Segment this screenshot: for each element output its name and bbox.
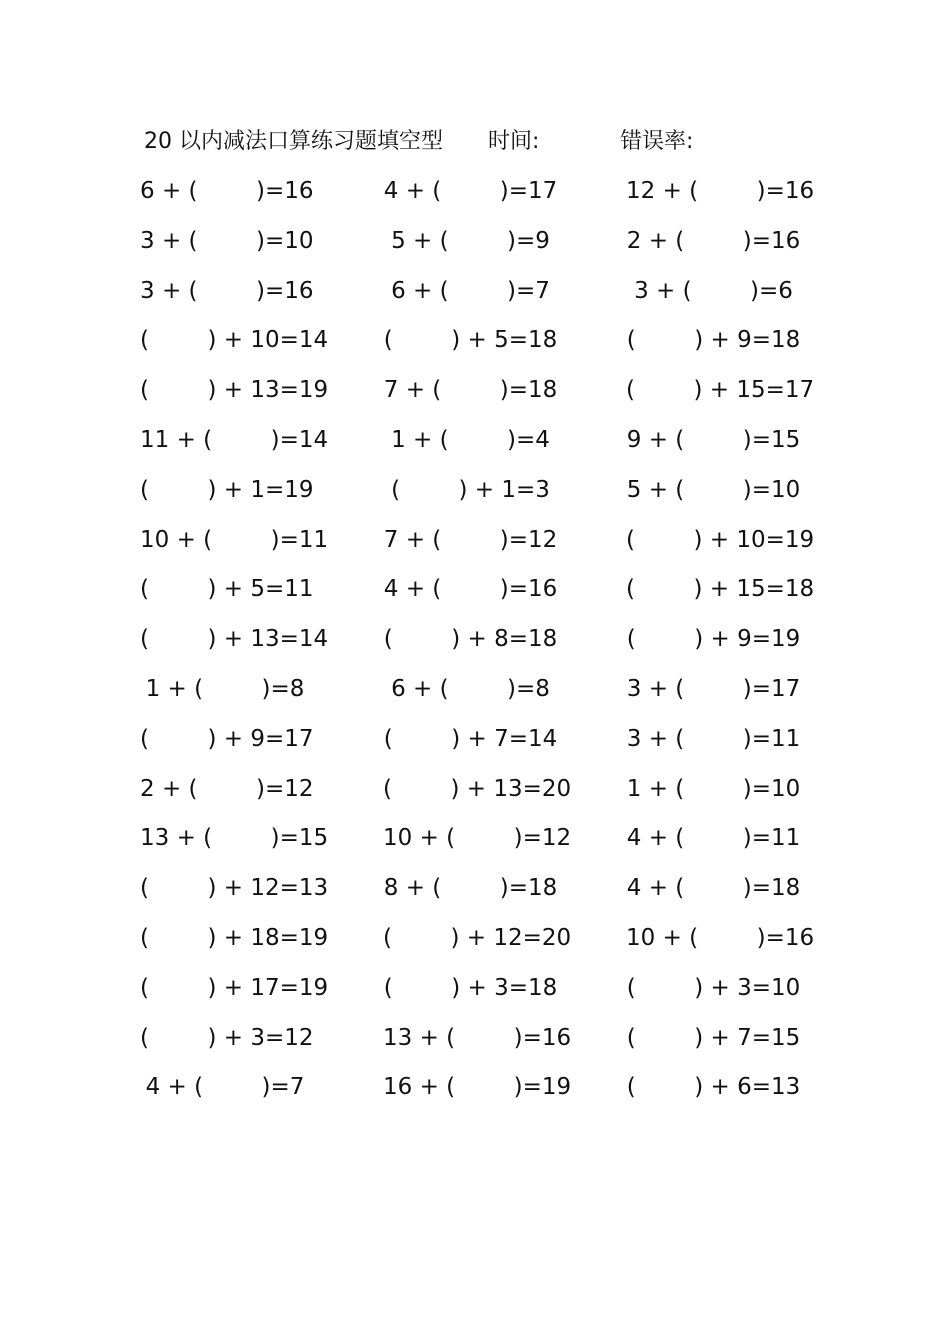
problem-equation: 11 + ( )=14 [140,426,329,453]
problem-row [626,1013,801,1063]
worksheet-title: 20 以内减法口算练习题填空型 [144,129,443,154]
problem-row [626,764,801,814]
problem-equation: 4 + ( )=7 [145,1074,305,1101]
problem-row [626,216,801,266]
problem-equation: ( ) + 17=19 [140,974,329,1001]
problem-row [140,465,314,515]
problem-row [383,216,558,266]
problem-row [383,913,572,963]
problem-equation: ( ) + 10=19 [626,526,815,553]
problem-equation: 4 + ( )=18 [626,875,801,902]
problem-row [140,166,314,216]
problem-row [383,365,558,415]
problem-equation: ( ) + 3=10 [626,974,801,1001]
problem-row [626,963,801,1013]
problem-row [626,863,801,913]
problem-equation: ( ) + 15=18 [626,576,815,603]
problem-row [383,415,558,465]
problem-row [383,465,558,515]
problem-equation: ( ) + 13=19 [140,377,329,404]
problem-row [626,813,801,863]
problem-equation: 10 + ( )=12 [383,825,572,852]
problem-equation: 3 + ( )=16 [140,277,314,304]
problem-equation: ( ) + 1=3 [391,476,550,503]
problem-equation: ( ) + 12=20 [383,924,572,951]
problem-equation: 6 + ( )=7 [391,277,550,304]
problem-row [626,614,801,664]
problem-equation: ( ) + 8=18 [383,626,558,653]
problem-row [140,1013,314,1063]
problem-equation: 9 + ( )=15 [626,426,801,453]
problem-equation: 2 + ( )=16 [626,227,801,254]
problem-equation: ( ) + 9=18 [626,327,801,354]
problem-row [140,813,329,863]
problem-equation: ( ) + 3=18 [383,974,558,1001]
problem-row [140,664,310,714]
problem-equation: ( ) + 13=20 [383,775,572,802]
problem-row [626,1062,801,1112]
problem-row [626,564,815,614]
problem-column-1 [140,166,329,1112]
problem-equation: 1 + ( )=4 [391,426,550,453]
problem-row [383,166,558,216]
problem-row [140,963,329,1013]
problem-equation: ( ) + 5=11 [140,576,314,603]
problem-row [140,913,329,963]
problem-row [626,465,801,515]
problem-row [383,764,572,814]
problem-column-2 [383,166,572,1112]
problem-row [383,963,558,1013]
problem-row [140,564,314,614]
problem-equation: 4 + ( )=16 [383,576,558,603]
problem-equation: 3 + ( )=10 [140,227,314,254]
problem-equation: 7 + ( )=12 [383,526,558,553]
problem-equation: 13 + ( )=15 [140,825,329,852]
problem-equation: 6 + ( )=8 [391,675,550,702]
problem-row [140,1062,310,1112]
problem-row [626,266,801,316]
problem-row [140,415,329,465]
problem-row [626,913,815,963]
problem-row [383,315,558,365]
problem-equation: ( ) + 7=15 [626,1024,801,1051]
problem-row [140,764,314,814]
problem-equation: ( ) + 12=13 [140,875,329,902]
problem-equation: ( ) + 15=17 [626,377,815,404]
problem-equation: 8 + ( )=18 [383,875,558,902]
problem-row [383,515,558,565]
problem-row [140,266,314,316]
problem-equation: ( ) + 1=19 [140,476,314,503]
problem-column-3 [626,166,815,1112]
problem-equation: 3 + ( )=11 [626,725,801,752]
problem-equation: 5 + ( )=10 [626,476,801,503]
problem-row [140,614,329,664]
problem-row [626,166,815,216]
problem-equation: 3 + ( )=6 [634,277,793,304]
problem-equation: 5 + ( )=9 [391,227,550,254]
problem-row [383,266,558,316]
error-rate-label: 错误率: [620,129,694,154]
problem-row [383,863,558,913]
problem-row [383,813,572,863]
problem-row [626,664,801,714]
problem-equation: ( ) + 5=18 [383,327,558,354]
problem-row [383,1013,572,1063]
problem-equation: 13 + ( )=16 [383,1024,572,1051]
problem-row [626,365,815,415]
time-label: 时间: [488,129,540,154]
problem-equation: ( ) + 10=14 [140,327,329,354]
problem-row [140,515,329,565]
problem-equation: 1 + ( )=8 [145,675,305,702]
problem-row [383,1062,572,1112]
problem-equation: 10 + ( )=16 [626,924,815,951]
problem-equation: 4 + ( )=17 [383,178,558,204]
problem-equation: 2 + ( )=12 [140,775,314,802]
problem-equation: 7 + ( )=18 [383,377,558,404]
problem-row [383,714,558,764]
problem-row [626,714,801,764]
problem-row [383,564,558,614]
problem-equation: ( ) + 7=14 [383,725,558,752]
problem-row [626,415,801,465]
problem-equation: 16 + ( )=19 [383,1074,572,1101]
problem-row [383,664,558,714]
problem-equation: 6 + ( )=16 [140,178,314,204]
problem-equation: ( ) + 9=17 [140,725,314,752]
problem-equation: 4 + ( )=11 [626,825,801,852]
problem-row [383,614,558,664]
problem-equation: ( ) + 18=19 [140,924,329,951]
problem-row [140,863,329,913]
problem-equation: 12 + ( )=16 [626,178,815,204]
problem-row [626,515,815,565]
problem-equation: ( ) + 13=14 [140,626,329,653]
problem-row [140,714,314,764]
problem-row [140,365,329,415]
worksheet-header [144,124,844,160]
problem-equation: 10 + ( )=11 [140,526,329,553]
problem-equation: ( ) + 3=12 [140,1024,314,1051]
problem-equation: 1 + ( )=10 [626,775,801,802]
problem-row [626,315,801,365]
problem-row [140,315,329,365]
problem-equation: 3 + ( )=17 [626,675,801,702]
problem-equation: ( ) + 9=19 [626,626,801,653]
problem-row [140,216,314,266]
problem-equation: ( ) + 6=13 [626,1074,801,1101]
